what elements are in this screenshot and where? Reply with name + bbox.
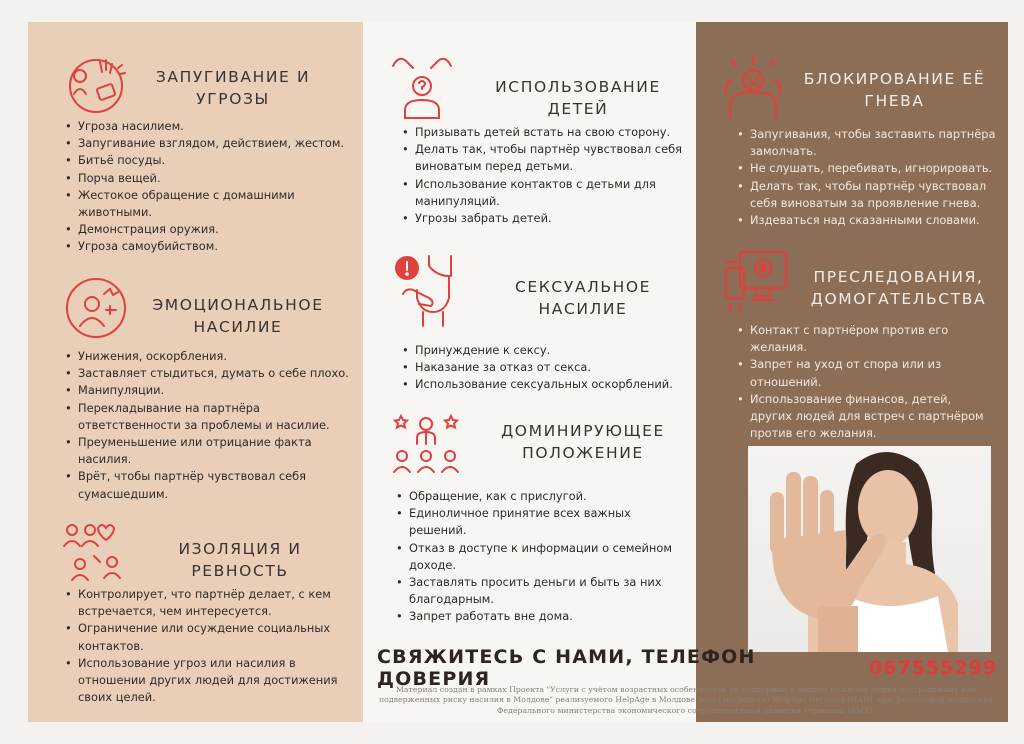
list-children bbox=[399, 124, 689, 227]
list-item: • Заставляет стыдиться, думать о себе плохо. bbox=[62, 365, 352, 382]
list-item: • Запугивание взглядом, действием, жестом. bbox=[62, 135, 352, 152]
middle-panel bbox=[363, 22, 696, 722]
emotional-abuse-icon bbox=[60, 276, 132, 340]
list-item: • Преуменьшение или отрицание факта насилия. bbox=[62, 434, 352, 468]
stalking-icon bbox=[722, 248, 790, 314]
list-isolation bbox=[62, 586, 357, 706]
project-footnote: Материал создан в рамках Проекта "Услуги с учётом возрастных особенностей по поддержке и защите пожилых людей пострадавших или подверженных риску насилия в Молдове" реализуемого HelpAge в Молдове через посредство HelpAge Germany (HAD), при финансовой поддержке Федерального министерства экономического сотрудничества и развития Германии (BMZ). bbox=[378, 685, 994, 715]
contact-heading: СВЯЖИТЕСЬ С НАМИ, ТЕЛЕФОН ДОВЕРИЯ bbox=[377, 646, 756, 690]
list-item: • Запрет на уход от спора или из отношений. bbox=[734, 356, 996, 390]
list-item: • Унижения, оскорбления. bbox=[62, 348, 352, 365]
list-dominance bbox=[393, 488, 683, 626]
list-item: • Запугивания, чтобы заставить партнёра замолчать. bbox=[734, 126, 996, 160]
list-item: • Принуждение к сексу. bbox=[399, 342, 689, 359]
list-sexual bbox=[399, 342, 689, 394]
list-item: • Угроза насилием. bbox=[62, 118, 352, 135]
list-item: • Использование финансов, детей, других людей для встреч с партнёром против его желания. bbox=[734, 391, 996, 443]
left-panel bbox=[28, 22, 363, 722]
sexual-abuse-icon bbox=[393, 254, 471, 328]
list-anger bbox=[734, 126, 996, 229]
section-title: БЛОКИРОВАНИЕ ЕЁ ГНЕВА bbox=[803, 70, 986, 110]
list-item: • Единоличное принятие всех важных решений. bbox=[393, 505, 683, 539]
section-title: ДОМИНИРУЮЩЕЕ ПОЛОЖЕНИЕ bbox=[501, 422, 665, 462]
list-item: • Делать так, чтобы партнёр чувствовал себя виноватым перед детьми. bbox=[399, 141, 689, 175]
list-item: • Не слушать, перебивать, игнорировать. bbox=[734, 160, 996, 177]
list-item: • Запрет работать вне дома. bbox=[393, 608, 683, 625]
section-title: ИСПОЛЬЗОВАНИЕ ДЕТЕЙ bbox=[495, 78, 661, 118]
list-item: • Контакт с партнёром против его желания. bbox=[734, 322, 996, 356]
section-title: ПРЕСЛЕДОВАНИЯ, ДОМОГАТЕЛЬСТВА bbox=[810, 268, 987, 308]
section-title: СЕКСУАЛЬНОЕ НАСИЛИЕ bbox=[514, 278, 652, 318]
list-item: • Отказ в доступе к информации о семейном доходе. bbox=[393, 540, 683, 574]
list-item: • Угрозы забрать детей. bbox=[399, 210, 689, 227]
list-item: • Порча вещей. bbox=[62, 170, 352, 187]
list-item: • Манипуляции. bbox=[62, 382, 352, 399]
list-item: • Жестокое обращение с домашними животными. bbox=[62, 187, 352, 221]
list-item: • Использование контактов с детьми для манипуляций. bbox=[399, 176, 689, 210]
dominance-icon bbox=[389, 410, 463, 480]
threat-icon bbox=[60, 52, 130, 116]
hotline-phone[interactable]: 067555299 bbox=[869, 657, 997, 679]
list-item: • Ограничение или осуждение социальных контактов. bbox=[62, 620, 357, 654]
list-item: • Демонстрация оружия. bbox=[62, 221, 352, 238]
section-title: ЗАПУГИВАНИЕ И УГРОЗЫ bbox=[155, 68, 311, 108]
section-title: ИЗОЛЯЦИЯ И РЕВНОСТЬ bbox=[178, 540, 302, 580]
list-item: • Перекладывание на партнёра ответственности за проблемы и насилие. bbox=[62, 400, 352, 434]
anger-block-icon bbox=[722, 54, 784, 120]
list-stalking bbox=[734, 322, 996, 442]
list-item: • Призывать детей встать на свою сторону. bbox=[399, 124, 689, 141]
isolation-icon bbox=[60, 520, 132, 582]
list-emotional bbox=[62, 348, 352, 503]
list-item: • Использование угроз или насилия в отношении других людей для достижения своих целей. bbox=[62, 655, 357, 707]
contact-bar bbox=[377, 646, 997, 690]
children-icon bbox=[389, 50, 455, 120]
list-item: • Угроза самоубийством. bbox=[62, 238, 352, 255]
list-item: • Использование сексуальных оскорблений. bbox=[399, 376, 689, 393]
list-item: • Врёт, чтобы партнёр чувствовал себя сумасшедшим. bbox=[62, 468, 352, 502]
list-item: • Обращение, как с прислугой. bbox=[393, 488, 683, 505]
list-item: • Контролирует, что партнёр делает, с кем встречается, чем интересуется. bbox=[62, 586, 357, 620]
list-item: • Издеваться над сказанными словами. bbox=[734, 212, 996, 229]
list-item: • Заставлять просить деньги и быть за них благодарным. bbox=[393, 574, 683, 608]
list-threats bbox=[62, 118, 352, 256]
section-title: ЭМОЦИОНАЛЬНОЕ НАСИЛИЕ bbox=[152, 296, 324, 336]
list-item: • Наказание за отказ от секса. bbox=[399, 359, 689, 376]
list-item: • Битьё посуды. bbox=[62, 152, 352, 169]
woman-stop-gesture-photo bbox=[748, 446, 991, 652]
list-item: • Делать так, чтобы партнёр чувствовал себя виноватым за проявление гнева. bbox=[734, 178, 996, 212]
